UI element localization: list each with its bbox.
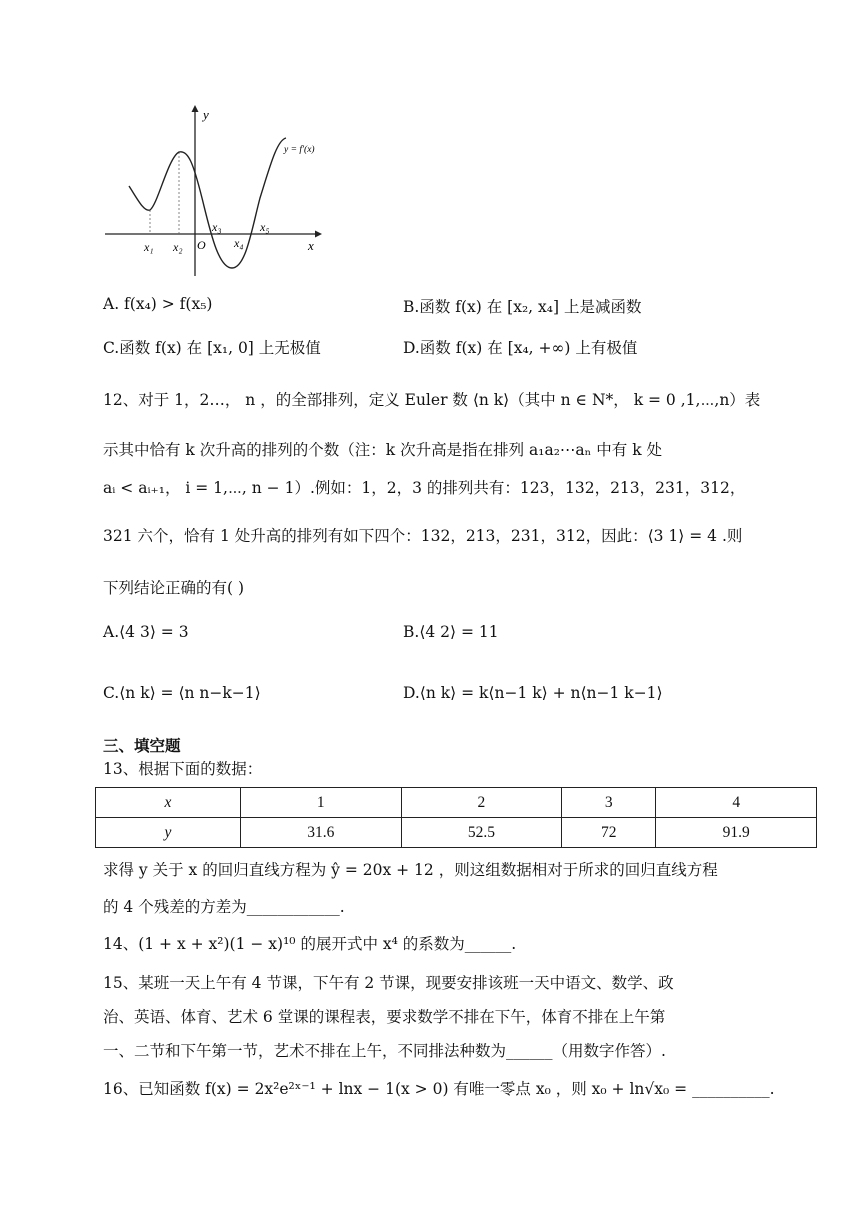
data-table [95, 787, 817, 848]
q13-line-2: 的 4 个残差的方差为____________. [103, 898, 345, 916]
q13-line-1: 求得 y 关于 x 的回归直线方程为 ŷ = 20x + 12 ，则这组数据相对于所求的回归直线方程 [103, 861, 718, 879]
table-cell: 1 [241, 788, 402, 818]
table-cell: 2 [401, 788, 562, 818]
table-cell: 31.6 [241, 818, 402, 848]
x1-label: x₁ [144, 240, 154, 254]
q15-line-2: 治、英语、体育、艺术 6 堂课的课程表，要求数学不排在下午，体育不排在上午第 [103, 1008, 666, 1026]
table-cell: 4 [656, 788, 817, 818]
x2-label: x₂ [173, 240, 183, 254]
q12-line-2: 示其中恰有 k 次升高的排列的个数（注：k 次升高是指在排列 a₁a₂⋯aₙ 中有 k 处 [103, 441, 663, 459]
q15-line-1: 15、某班一天上午有 4 节课，下午有 2 节课，现要安排该班一天中语文、数学、政 [103, 974, 674, 992]
q15-line-3: 一、二节和下午第一节，艺术不排在上午，不同排法种数为______（用数字作答）. [103, 1042, 666, 1060]
table-row [96, 818, 817, 848]
q12-line-4: 321 六个，恰有 1 处升高的排列有如下四个：132，213，231，312，因此：⟨3 1⟩ = 4 .则 [103, 527, 743, 545]
x-axis-label: x [308, 238, 314, 253]
q12-option-c: C.⟨n k⟩ = ⟨n n−k−1⟩ [103, 684, 261, 702]
origin-label: O [197, 238, 206, 252]
q12-line-3: aᵢ < aᵢ₊₁， i = 1,⋯, n − 1）.例如：1，2，3 的排列共有：123，132，213，231，312， [103, 479, 746, 497]
table-cell: 91.9 [656, 818, 817, 848]
q13-intro: 13、根据下面的数据： [103, 760, 263, 778]
q12-option-b: B.⟨4 2⟩ = 11 [403, 623, 499, 641]
q12-option-d: D.⟨n k⟩ = k⟨n−1 k⟩ + n⟨n−1 k−1⟩ [403, 684, 663, 702]
table-cell: 52.5 [401, 818, 562, 848]
section-heading: 三、填空题 [103, 737, 181, 755]
x3-label: x₃ [212, 220, 222, 234]
table-header-x: x [96, 788, 241, 818]
x5-label: x₅ [260, 220, 270, 234]
table-header-y: y [96, 818, 241, 848]
table-cell: 3 [562, 788, 656, 818]
q14-line: 14、(1 + x + x²)(1 − x)¹⁰ 的展开式中 x⁴ 的系数为______. [103, 935, 517, 953]
table-cell: 72 [562, 818, 656, 848]
q12-option-a: A.⟨4 3⟩ = 3 [103, 623, 189, 641]
q11-option-a: A. f(x₄) > f(x₅) [103, 295, 213, 313]
q12-line-1: 12、对于 1，2…， n ，的全部排列，定义 Euler 数 ⟨n k⟩（其中 n ∈ N*， k = 0 ,1,⋯,n）表 [103, 391, 761, 409]
table-row [96, 788, 817, 818]
q11-option-b: B.函数 f(x) 在 [x₂, x₄] 上是减函数 [403, 298, 642, 316]
x4-label: x₄ [234, 236, 244, 250]
q12-line-5: 下列结论正确的有( ) [103, 579, 245, 597]
q16-line: 16、已知函数 f(x) = 2x²e²ˣ⁻¹ + lnx − 1(x > 0) 有唯一零点 x₀ ，则 x₀ + ln√x₀ = __________. [103, 1080, 775, 1098]
curve-label: y = f'(x) [284, 145, 315, 155]
q11-option-c: C.函数 f(x) 在 [x₁, 0] 上无极值 [103, 339, 321, 357]
y-axis-label: y [203, 107, 209, 122]
derivative-graph [100, 100, 340, 280]
q11-option-d: D.函数 f(x) 在 [x₄, +∞) 上有极值 [403, 339, 638, 357]
